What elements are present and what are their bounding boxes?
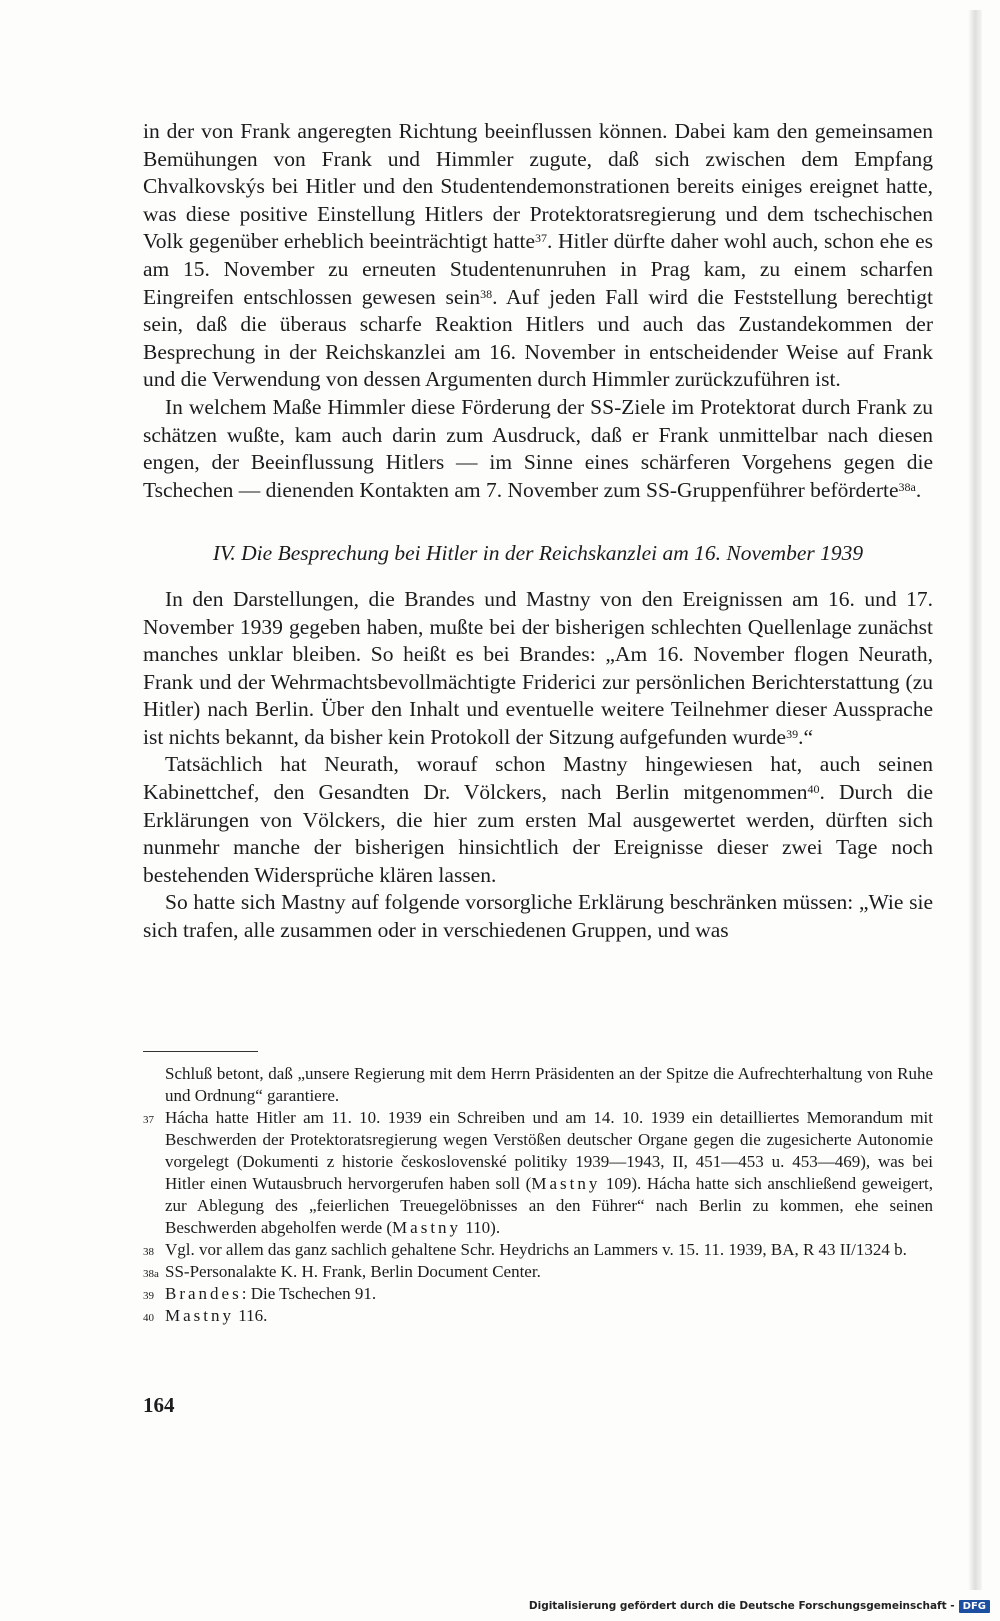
- footnote-39-author: Brandes: [165, 1284, 242, 1303]
- paragraph-1-text-b: . Hitler dürfte daher wohl auch, schon ehe es am 15. November zu erneuten Studentenunruhen in Prag kam, zu einem scharfen Eingreifen entschlossen gewesen sein: [143, 229, 933, 309]
- paragraph-2-end: .: [915, 477, 922, 502]
- paragraph-3: [143, 586, 933, 752]
- footnote-37-text-b: 109). Hácha hatte sich anschließend geweigert, zur Ablegung des „feierlichen Treuegelöbnisses an den Führer“ nach Berlin zu kommen, ehe seinen Beschwerden abgeholfen werde (: [165, 1174, 934, 1237]
- footnote-divider: [143, 1051, 258, 1052]
- footnote-39-text: : Die Tschechen 91.: [241, 1284, 377, 1303]
- footnote-37-text-a: Hácha hatte Hitler am 11. 10. 1939 ein Schreiben und am 14. 10. 1939 ein detailliertes Memorandum mit Beschwerden der Protektoratsregierung wegen Verstößen deutscher Organe gegen die zugesicherte Autonomie vorgelegt (Dokumenti z historie československé politiky 1939—1943, II, 451—453 u. 453—469), was bei Hitler einen Wutausbruch hervorgerufen haben soll (: [165, 1108, 933, 1193]
- footnote-38a-text: SS-Personalakte K. H. Frank, Berlin Document Center.: [165, 1262, 541, 1281]
- paragraph-4-text-b: . Durch die Erklärungen von Völckers, die hier zum ersten Mal ausgewertet werden, dürften sich nunmehr manche der bisherigen hinsichtlich der Ereignisse dieser zwei Tage noch bestehenden Widersprüche klären lassen.: [143, 780, 933, 887]
- paragraph-4-text: Tatsächlich hat Neurath, worauf schon Mastny hingewiesen hat, auch seinen Kabinettchef, den Gesandten Dr. Völckers, nach Berlin mitgenommen: [143, 752, 933, 805]
- paragraph-1-text: in der von Frank angeregten Richtung beeinflussen können. Dabei kam den gemeinsamen Bemühungen von Frank und Himmler zugute, daß sich zwischen dem Empfang Chvalkovskýs bei Hitler und den Studentendemonstrationen bereits einiges ereignet hatte, was diese positive Einstellung Hitlers der Protektoratsregierung und dem tschechischen Volk gegenüber erheblich beeinträchtigt hatte: [143, 119, 933, 254]
- section-heading: IV. Die Besprechung bei Hitler in der Reichskanzlei am 16. November 1939: [212, 541, 864, 566]
- page-edge-shadow: [968, 10, 982, 1590]
- footnote-40-body: [165, 1305, 933, 1327]
- digitization-credit: [529, 1597, 990, 1615]
- footnote-38-text: Vgl. vor allem das ganz sachlich gehaltene Schr. Heydrichs an Lammers v. 15. 11. 1939, BA, R 43 II/1324 b.: [165, 1240, 907, 1259]
- digitization-credit-text: Digitalisierung gefördert durch die Deutsche Forschungsgemeinschaft -: [528, 1600, 955, 1612]
- footnote-continuation: [143, 1063, 933, 1107]
- paragraph-5: So hatte sich Mastny auf folgende vorsorgliche Erklärung beschränken müssen: „Wie sie sich trafen, alle zusammen oder in verschiedenen Gruppen, und was: [143, 890, 933, 943]
- paragraph-1: [143, 118, 933, 394]
- footnote-37-author-2: Mastny: [392, 1218, 462, 1237]
- footnote-num-38: 38: [143, 1246, 154, 1258]
- footnote-ref-40[interactable]: 40: [807, 782, 820, 797]
- footnote-num-38a: 38a: [143, 1268, 159, 1280]
- footnote-num-40: 40: [143, 1312, 154, 1324]
- footnote-ref-39[interactable]: 39: [786, 726, 799, 741]
- footnote-40: [143, 1305, 933, 1327]
- footnote-continuation-text: Schluß betont, daß „unsere Regierung mit dem Herrn Präsidenten an der Spitze die Aufrechterhaltung von Ruhe und Ordnung“ garantiere.: [165, 1064, 933, 1105]
- footnote-num-blank: [143, 1065, 165, 1109]
- footnote-ref-38a[interactable]: 38a: [898, 479, 916, 494]
- main-text: [143, 118, 933, 945]
- footnote-37-author-1: Mastny: [531, 1174, 601, 1193]
- footnote-40-text: 116.: [234, 1306, 268, 1325]
- footnote-ref-38[interactable]: 38: [480, 286, 493, 301]
- footnote-37-body: [165, 1107, 933, 1239]
- footnote-num-39: 39: [143, 1290, 154, 1302]
- paragraph-2: [143, 394, 933, 504]
- dfg-logo-icon[interactable]: DFG: [959, 1600, 990, 1613]
- footnotes: [143, 1063, 933, 1327]
- footnote-37: [143, 1107, 933, 1239]
- footnote-39: [143, 1283, 933, 1305]
- footnote-num-37: 37: [143, 1114, 154, 1126]
- paragraph-2-text: In welchem Maße Himmler diese Förderung der SS-Ziele im Protektorat durch Frank zu schätzen wußte, kam auch darin zum Ausdruck, daß er Frank unmittelbar nach diesen engen, der Beeinflussung Hitlers — im Sinne eines schärferen Vorgehens gegen die Tschechen — dienenden Kontakten am 7. November zum SS-Gruppenführer beförderte: [143, 394, 933, 502]
- paragraph-1-text-c: . Auf jeden Fall wird die Feststellung berechtigt sein, daß die überaus scharfe Reaktion Hitlers und auch das Zustandekommen der Besprechung in der Reichskanzlei am 16. November in entscheidender Weise auf Frank und die Verwendung von dessen Argumenten durch Himmler zurückzuführen ist.: [143, 284, 933, 392]
- footnote-38a: [143, 1261, 933, 1283]
- footnote-40-author: Mastny: [165, 1306, 234, 1325]
- paragraph-3-end: .“: [798, 724, 813, 749]
- footnote-37-text-c: 110).: [461, 1218, 501, 1237]
- paragraph-3-text: In den Darstellungen, die Brandes und Mastny von den Ereignissen am 16. und 17. November 1939 gegeben haben, mußte bei der bisherigen schlechten Quellenlage zunächst manches unklar bleiben. So heißt es bei Brandes: „Am 16. November flogen Neurath, Frank und der Wehrmachtsbevollmächtigte Friderici zur persönlichen Berichterstattung (zu Hitler) nach Berlin. Über den Inhalt und eventuelle weitere Teilnehmer dieser Aussprache ist nichts bekannt, da bisher kein Protokoll der Sitzung aufgefunden wurde: [143, 586, 933, 749]
- footnote-38: [143, 1239, 933, 1261]
- footnote-ref-37[interactable]: 37: [535, 231, 547, 246]
- paragraph-4: [143, 751, 933, 889]
- page-number: 164: [143, 1393, 175, 1417]
- footnote-39-body: [165, 1283, 933, 1305]
